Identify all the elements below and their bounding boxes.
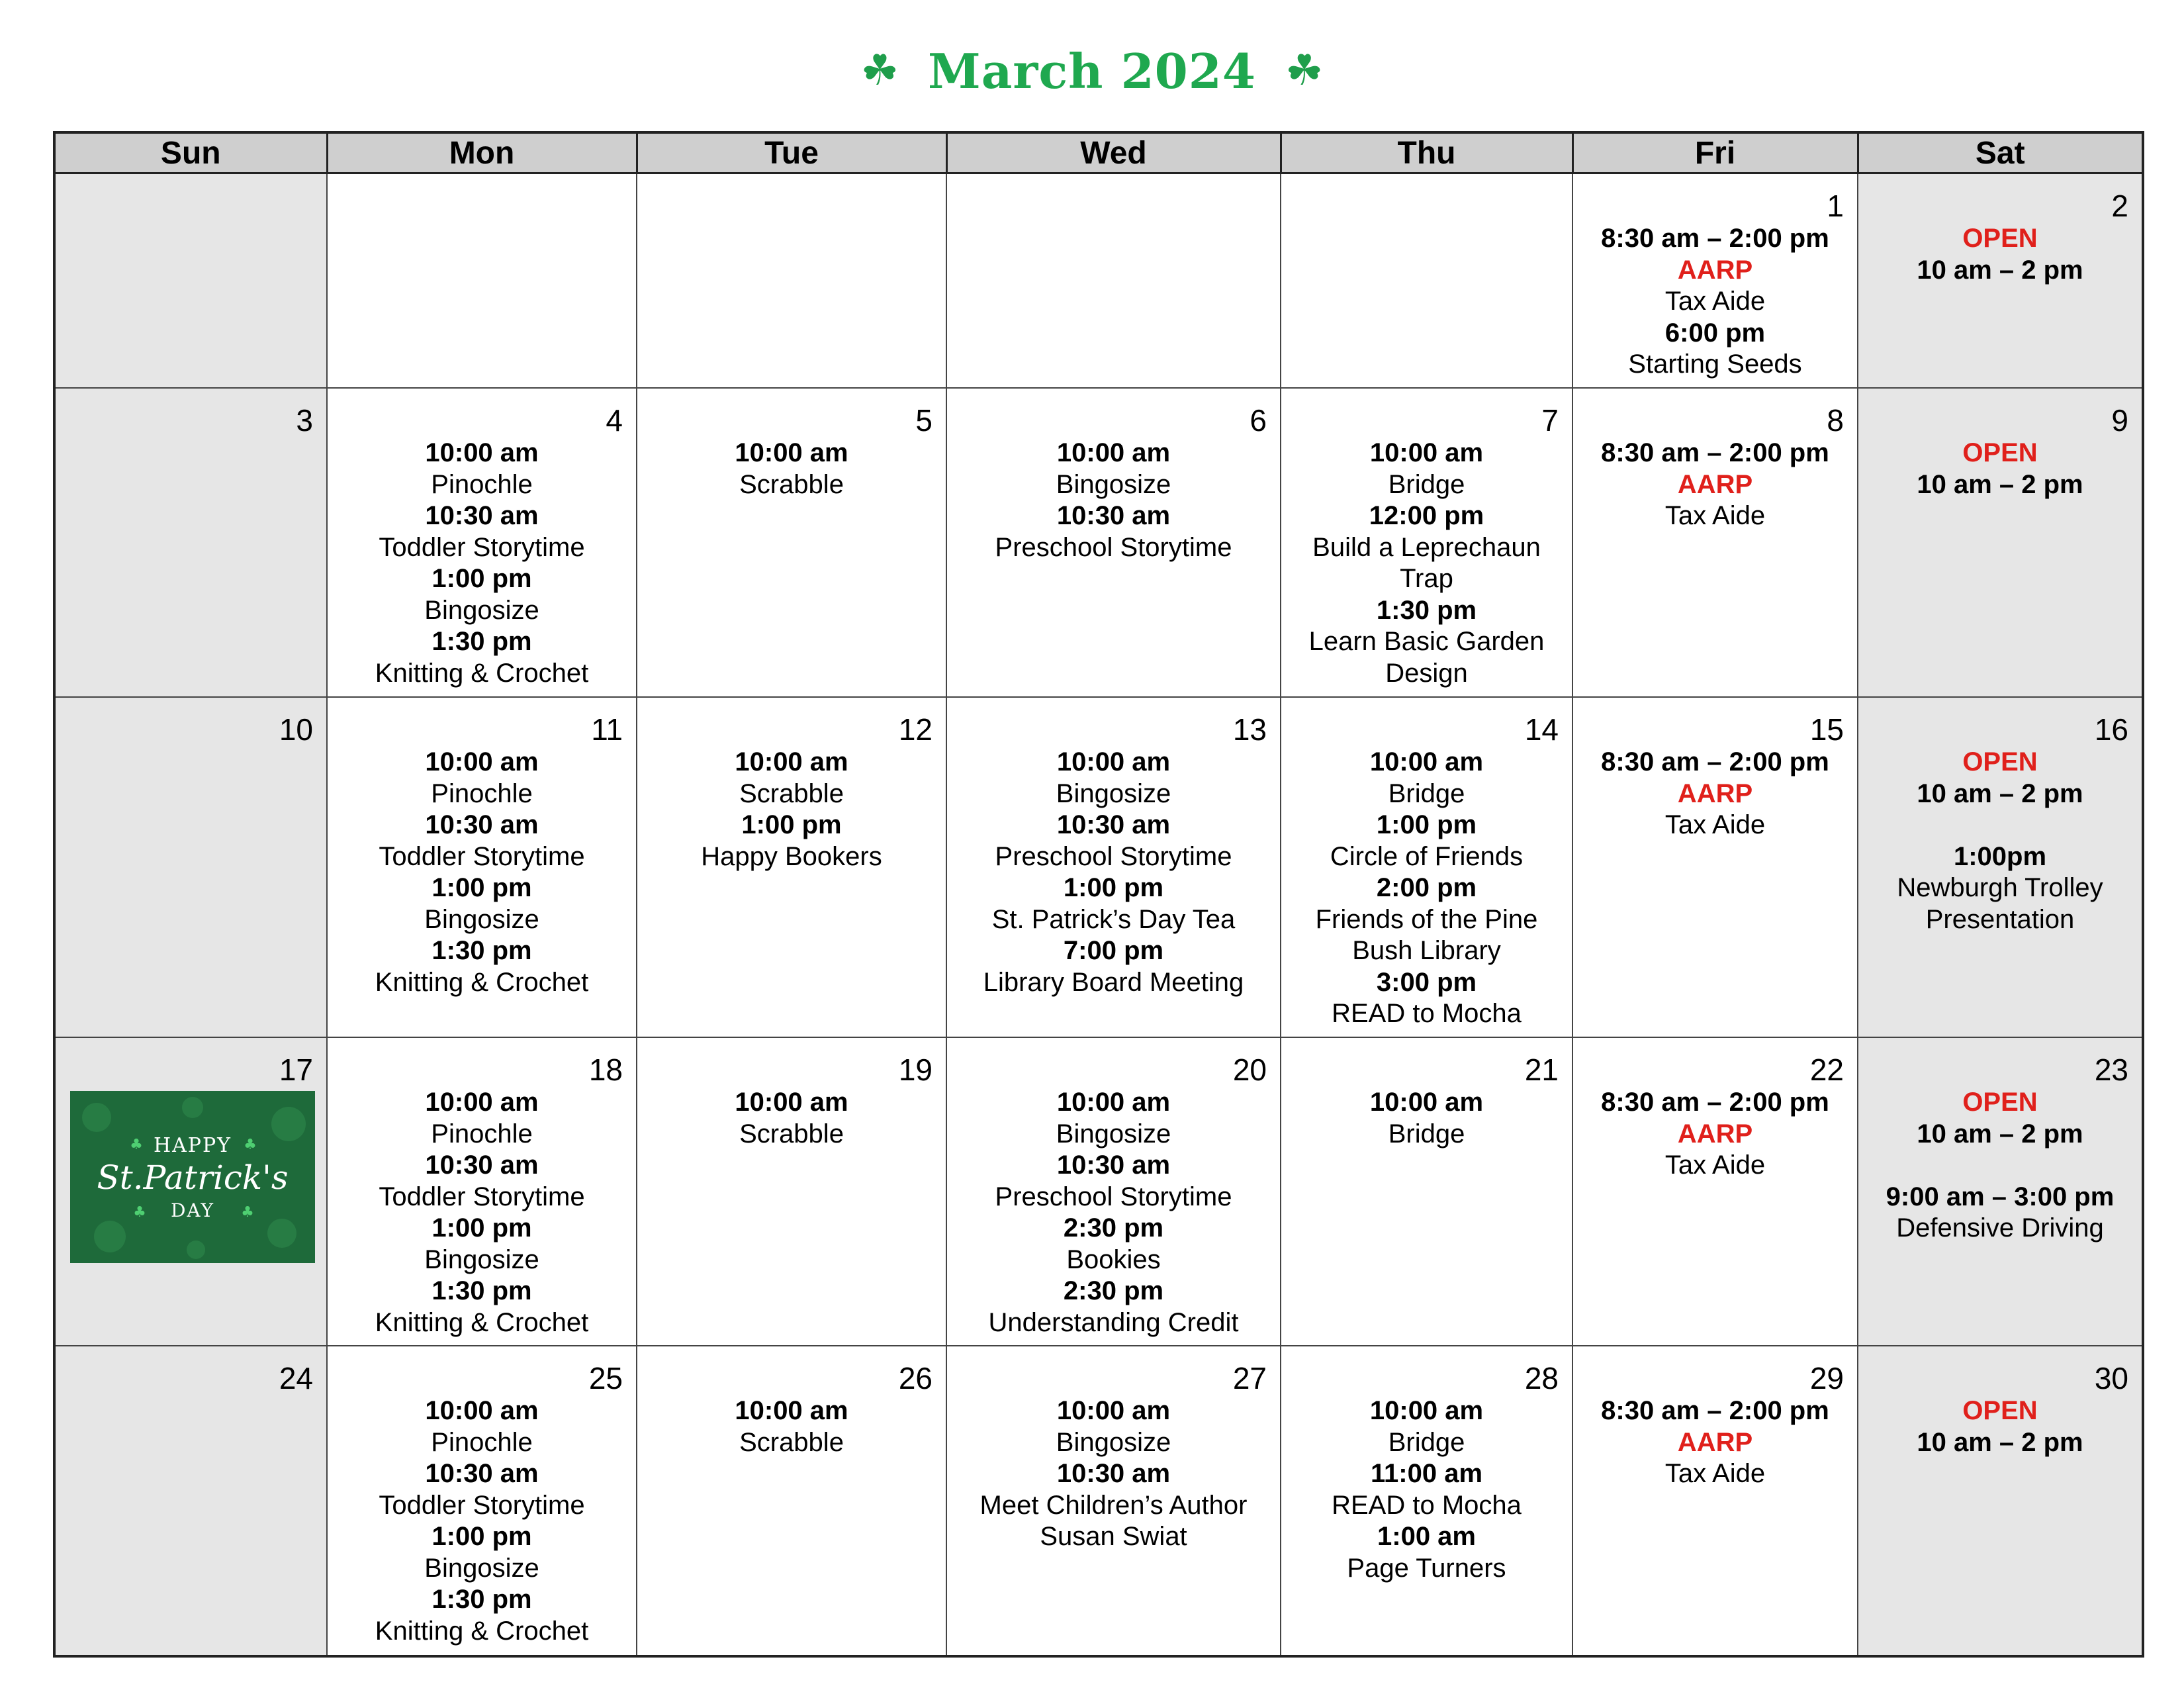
event-time: 1:00 pm	[432, 1213, 532, 1243]
day-number: 8	[1827, 403, 1844, 438]
day-events	[947, 1395, 1280, 1553]
day-cell	[54, 388, 327, 697]
day-cell	[637, 1346, 946, 1656]
day-number: 22	[1809, 1053, 1844, 1087]
day-cell	[54, 1037, 327, 1346]
event-time: 1:00 pm	[1063, 873, 1164, 902]
event-highlight: OPEN	[1962, 1396, 2038, 1425]
page-title: March 2024	[928, 42, 1256, 99]
event-highlight: OPEN	[1962, 438, 2038, 467]
svg-text:♣: ♣	[244, 1137, 257, 1153]
event-label: Tax Aide	[1664, 1150, 1766, 1180]
event-time: 1:00 pm	[432, 873, 532, 902]
day-cell	[637, 1037, 946, 1346]
day-number: 10	[279, 712, 313, 747]
st-patricks-day-image	[70, 1091, 315, 1263]
event-time: 10:00 am	[735, 1088, 848, 1117]
day-number: 25	[588, 1361, 623, 1395]
event-time: 2:30 pm	[1063, 1276, 1164, 1305]
event-time: 8:30 am – 2:00 pm	[1601, 747, 1829, 776]
day-cell	[1572, 1346, 1858, 1656]
event-label: Circle of Friends	[1330, 841, 1524, 871]
day-number: 7	[1541, 403, 1559, 438]
event-label: Bingosize	[1056, 778, 1171, 808]
event-time: 10:00 am	[1056, 438, 1171, 467]
weekday-header: Sun	[54, 132, 327, 173]
event-time: 1:30 pm	[432, 627, 532, 656]
empty-day-cell	[637, 173, 946, 389]
event-time: 10:00 am	[1056, 1088, 1171, 1117]
shamrock-icon: ☘	[860, 46, 899, 95]
event-time: 10:00 am	[1369, 438, 1484, 467]
day-cell	[946, 1037, 1281, 1346]
event-time: 1:30 pm	[432, 936, 532, 965]
day-cell	[1858, 697, 2143, 1037]
event-label: Build a Leprechaun	[1312, 532, 1541, 562]
event-label: Bingosize	[1056, 469, 1171, 499]
empty-day-cell	[54, 173, 327, 389]
svg-text:♣: ♣	[133, 1204, 146, 1221]
day-events	[947, 1087, 1280, 1338]
event-time: 10 am – 2 pm	[1917, 1119, 2083, 1149]
event-label: Pinochle	[431, 1119, 533, 1149]
day-number: 9	[2111, 403, 2128, 438]
event-label: Toddler Storytime	[379, 532, 585, 562]
event-time: 1:30 pm	[432, 1276, 532, 1305]
day-number	[1281, 174, 1572, 223]
empty-day-cell	[327, 173, 637, 389]
week-row	[54, 697, 2143, 1037]
day-number: 30	[2094, 1361, 2128, 1395]
event-time: 10:00 am	[425, 1088, 539, 1117]
weekday-header: Fri	[1572, 132, 1858, 173]
event-time: 10:00 am	[1056, 747, 1171, 776]
day-cell	[946, 697, 1281, 1037]
event-time: 1:30 pm	[1376, 595, 1477, 625]
event-time: 7:00 pm	[1063, 936, 1164, 965]
event-time: 8:30 am – 2:00 pm	[1601, 224, 1829, 253]
svg-text:♣: ♣	[241, 1204, 254, 1221]
day-events	[1858, 223, 2142, 286]
day-events	[637, 747, 946, 872]
event-time: 10 am – 2 pm	[1917, 255, 2083, 285]
event-label: Bridge	[1388, 1427, 1465, 1457]
day-events	[637, 438, 946, 500]
day-events	[1281, 1087, 1572, 1150]
day-events	[1573, 438, 1857, 532]
event-label: Susan Swiat	[1040, 1522, 1187, 1551]
day-number	[328, 174, 636, 223]
day-events	[1573, 1395, 1857, 1490]
weekday-header: Mon	[327, 132, 637, 173]
event-label: Scrabble	[739, 1119, 844, 1149]
day-cell	[327, 1037, 637, 1346]
event-label: Knitting & Crochet	[375, 658, 589, 688]
event-label: Bingosize	[424, 595, 539, 625]
day-events	[328, 1395, 636, 1647]
event-label: Bush Library	[1352, 936, 1501, 965]
day-cell	[54, 1346, 327, 1656]
event-label: Bingosize	[424, 1244, 539, 1274]
day-number: 27	[1232, 1361, 1267, 1395]
svg-text:♣: ♣	[130, 1137, 143, 1153]
day-cell	[946, 388, 1281, 697]
event-time: 1:30 pm	[432, 1585, 532, 1614]
event-label: READ to Mocha	[1332, 1490, 1522, 1520]
empty-day-cell	[946, 173, 1281, 389]
day-number: 18	[588, 1053, 623, 1087]
event-time: 10:30 am	[1056, 1150, 1171, 1180]
event-label: Bingosize	[1056, 1427, 1171, 1457]
day-events	[1573, 223, 1857, 381]
day-events	[1858, 1087, 2142, 1244]
day-cell	[1281, 1037, 1572, 1346]
event-time: 10:00 am	[1369, 1088, 1484, 1117]
day-events	[1858, 1395, 2142, 1458]
event-time: 3:00 pm	[1376, 967, 1477, 997]
event-label: Presentation	[1925, 904, 2075, 934]
day-events	[947, 438, 1280, 563]
event-label: Newburgh Trolley	[1897, 873, 2103, 902]
event-label: Bridge	[1388, 469, 1465, 499]
day-events	[1858, 747, 2142, 935]
day-events	[1858, 438, 2142, 500]
day-cell	[327, 697, 637, 1037]
day-cell	[1572, 388, 1858, 697]
event-time: 10:00 am	[1369, 747, 1484, 776]
event-time: 11:00 am	[1370, 1459, 1483, 1488]
weekday-header: Sat	[1858, 132, 2143, 173]
day-number: 4	[606, 403, 623, 438]
shamrock-icon: ☘	[1285, 46, 1324, 95]
event-time: 8:30 am – 2:00 pm	[1601, 1088, 1829, 1117]
event-label: Happy Bookers	[701, 841, 882, 871]
day-number: 14	[1524, 712, 1559, 747]
day-events	[328, 1087, 636, 1338]
image-text-st-patricks: St.Patrick's	[97, 1158, 289, 1197]
event-highlight: OPEN	[1962, 1088, 2038, 1117]
event-label: Knitting & Crochet	[375, 967, 589, 997]
event-label: Understanding Credit	[988, 1307, 1239, 1337]
day-events	[328, 747, 636, 998]
event-highlight: AARP	[1677, 469, 1753, 499]
event-time: 10:00 am	[735, 438, 848, 467]
event-highlight: OPEN	[1962, 224, 2038, 253]
event-time: 2:00 pm	[1376, 873, 1477, 902]
week-row	[54, 388, 2143, 697]
event-time: 10:30 am	[1056, 1459, 1171, 1488]
day-number: 15	[1809, 712, 1844, 747]
day-events	[1573, 747, 1857, 841]
day-cell	[54, 697, 327, 1037]
event-time: 10:30 am	[425, 810, 539, 839]
event-label: Tax Aide	[1664, 287, 1766, 316]
event-label: Knitting & Crochet	[375, 1616, 589, 1646]
event-time: 1:00pm	[1953, 841, 2047, 871]
day-cell	[327, 1346, 637, 1656]
day-number: 20	[1232, 1053, 1267, 1087]
day-cell	[1572, 697, 1858, 1037]
day-number: 13	[1232, 712, 1267, 747]
event-label: Bookies	[1066, 1244, 1161, 1274]
event-label: Tax Aide	[1664, 501, 1766, 530]
day-number: 17	[279, 1053, 313, 1087]
event-label: Scrabble	[739, 778, 844, 808]
day-number: 24	[279, 1361, 313, 1395]
event-label: Design	[1385, 658, 1468, 688]
week-row	[54, 1037, 2143, 1346]
week-row	[54, 173, 2143, 389]
day-events	[1281, 438, 1572, 689]
event-time: 1:00 pm	[432, 1522, 532, 1551]
event-time: 10:30 am	[1056, 501, 1171, 530]
event-label: Tax Aide	[1664, 810, 1766, 839]
event-time: 2:30 pm	[1063, 1213, 1164, 1243]
event-time: 1:00 pm	[432, 564, 532, 593]
event-label: Starting Seeds	[1628, 350, 1802, 379]
day-cell	[1858, 1037, 2143, 1346]
event-time: 8:30 am – 2:00 pm	[1601, 1396, 1829, 1425]
event-label: Toddler Storytime	[379, 841, 585, 871]
day-cell	[1281, 388, 1572, 697]
day-number: 26	[898, 1361, 933, 1395]
event-label: Scrabble	[739, 469, 844, 499]
calendar-title-bar	[0, 34, 2184, 107]
event-label: Bridge	[1388, 778, 1465, 808]
day-number: 23	[2094, 1053, 2128, 1087]
event-time: 6:00 pm	[1664, 318, 1766, 348]
event-label: Preschool Storytime	[995, 841, 1232, 871]
event-time: 8:30 am – 2:00 pm	[1601, 438, 1829, 467]
event-time: 10:30 am	[425, 501, 539, 530]
day-cell	[327, 388, 637, 697]
calendar-grid	[53, 131, 2144, 1658]
day-number: 5	[915, 403, 933, 438]
event-time: 10:00 am	[735, 1396, 848, 1425]
event-time: 10 am – 2 pm	[1917, 1427, 2083, 1457]
event-label: Friends of the Pine	[1315, 904, 1538, 934]
day-number: 11	[591, 712, 623, 747]
event-label: Meet Children’s Author	[979, 1490, 1248, 1520]
day-cell	[1281, 697, 1572, 1037]
weekday-header: Thu	[1281, 132, 1572, 173]
day-events	[637, 1395, 946, 1458]
event-label: St. Patrick’s Day Tea	[991, 904, 1236, 934]
event-highlight: AARP	[1677, 1119, 1753, 1149]
event-label: Bingosize	[1056, 1119, 1171, 1149]
day-number: 6	[1250, 403, 1267, 438]
weekday-header-row	[54, 132, 2143, 173]
event-time: 10:00 am	[425, 438, 539, 467]
day-number: 16	[2094, 712, 2128, 747]
event-highlight: AARP	[1677, 255, 1753, 285]
event-label: Toddler Storytime	[379, 1182, 585, 1211]
day-number: 21	[1524, 1053, 1559, 1087]
event-time: 12:00 pm	[1369, 501, 1484, 530]
day-cell	[637, 697, 946, 1037]
event-label: Trap	[1400, 564, 1453, 593]
event-label: Pinochle	[431, 1427, 533, 1457]
event-time: 10:30 am	[1056, 810, 1171, 839]
day-number: 12	[898, 712, 933, 747]
day-number	[637, 174, 946, 223]
day-cell	[1858, 1346, 2143, 1656]
event-label: Pinochle	[431, 778, 533, 808]
weekday-header: Tue	[637, 132, 946, 173]
weekday-header: Wed	[946, 132, 1281, 173]
event-time: 10:00 am	[1056, 1396, 1171, 1425]
event-time: 10:00 am	[425, 747, 539, 776]
empty-day-cell	[1281, 173, 1572, 389]
event-label: Preschool Storytime	[995, 532, 1232, 562]
event-label: Bridge	[1388, 1119, 1465, 1149]
event-highlight: AARP	[1677, 1427, 1753, 1457]
event-label: Pinochle	[431, 469, 533, 499]
event-label: Bingosize	[424, 904, 539, 934]
day-number: 1	[1827, 189, 1844, 223]
event-label: Preschool Storytime	[995, 1182, 1232, 1211]
day-events	[1281, 747, 1572, 1030]
event-label: Page Turners	[1347, 1553, 1506, 1583]
image-text-happy: HAPPY	[153, 1134, 232, 1157]
event-label: Library Board Meeting	[983, 967, 1244, 997]
day-number: 29	[1809, 1361, 1844, 1395]
event-time: 10:30 am	[425, 1150, 539, 1180]
day-cell	[637, 388, 946, 697]
event-highlight: AARP	[1677, 778, 1753, 808]
event-spacer	[1858, 810, 2142, 841]
day-number: 2	[2111, 189, 2128, 223]
event-label: Bingosize	[424, 1553, 539, 1583]
event-time: 9:00 am – 3:00 pm	[1886, 1182, 2115, 1211]
day-cell	[1858, 388, 2143, 697]
event-time: 1:00 pm	[741, 810, 842, 839]
day-cell	[1281, 1346, 1572, 1656]
event-label: Tax Aide	[1664, 1459, 1766, 1488]
event-label: Learn Basic Garden	[1308, 627, 1545, 656]
event-time: 10 am – 2 pm	[1917, 778, 2083, 808]
event-label: Scrabble	[739, 1427, 844, 1457]
event-time: 10:00 am	[425, 1396, 539, 1425]
event-time: 1:00 pm	[1376, 810, 1477, 839]
day-cell	[1572, 173, 1858, 389]
event-highlight: OPEN	[1962, 747, 2038, 776]
event-time: 10:00 am	[735, 747, 848, 776]
event-time: 10:30 am	[425, 1459, 539, 1488]
day-number	[947, 174, 1280, 223]
event-time: 1:00 am	[1377, 1522, 1476, 1551]
day-cell	[946, 1346, 1281, 1656]
day-events	[1573, 1087, 1857, 1182]
day-events	[328, 438, 636, 689]
day-cell	[1572, 1037, 1858, 1346]
event-label: Knitting & Crochet	[375, 1307, 589, 1337]
event-label: READ to Mocha	[1332, 999, 1522, 1028]
image-text-day: DAY	[170, 1199, 215, 1221]
week-row	[54, 1346, 2143, 1656]
event-label: Toddler Storytime	[379, 1490, 585, 1520]
day-number: 3	[296, 403, 313, 438]
day-events	[1281, 1395, 1572, 1584]
day-events	[637, 1087, 946, 1150]
day-number: 28	[1524, 1361, 1559, 1395]
day-events	[947, 747, 1280, 998]
event-time: 10:00 am	[1369, 1396, 1484, 1425]
event-time: 10 am – 2 pm	[1917, 469, 2083, 499]
day-cell	[1858, 173, 2143, 389]
day-number: 19	[898, 1053, 933, 1087]
day-number	[56, 174, 326, 223]
event-label: Defensive Driving	[1896, 1213, 2104, 1243]
event-spacer	[1858, 1150, 2142, 1182]
